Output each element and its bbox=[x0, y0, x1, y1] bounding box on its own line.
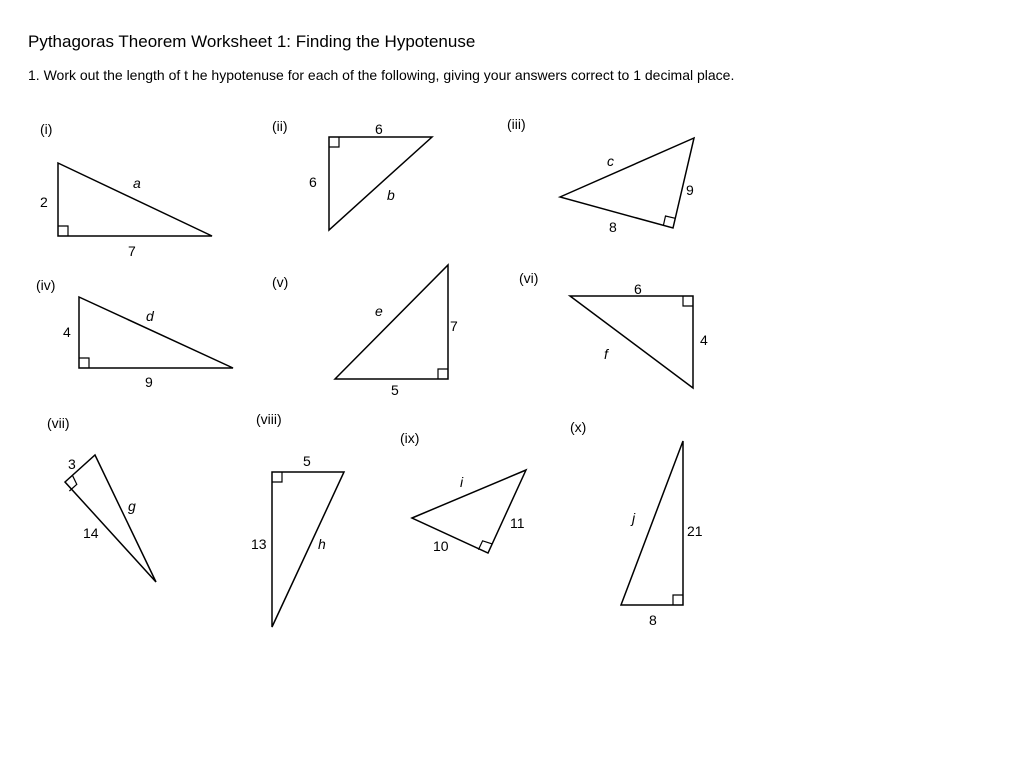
right-angle-marker bbox=[58, 226, 68, 236]
side-label: 4 bbox=[63, 324, 71, 340]
problem-i bbox=[40, 121, 212, 259]
hypotenuse-label: j bbox=[632, 510, 636, 526]
problem-x bbox=[570, 419, 703, 628]
problem-label: (vi) bbox=[519, 270, 539, 286]
hypotenuse-label: h bbox=[318, 536, 326, 552]
right-triangle bbox=[560, 138, 694, 228]
side-label: 8 bbox=[649, 612, 657, 628]
right-angle-marker bbox=[673, 595, 683, 605]
hypotenuse-label: e bbox=[375, 303, 383, 319]
right-triangle bbox=[272, 472, 344, 627]
hypotenuse-label: c bbox=[607, 153, 614, 169]
hypotenuse-label: g bbox=[128, 498, 136, 514]
problem-viii bbox=[251, 411, 344, 627]
right-angle-marker bbox=[329, 137, 339, 147]
problem-ii bbox=[272, 118, 432, 230]
right-angle-marker bbox=[272, 472, 282, 482]
hypotenuse-label: i bbox=[460, 474, 464, 490]
problem-label: (v) bbox=[272, 274, 289, 290]
problem-iii bbox=[507, 116, 694, 235]
side-label: 6 bbox=[309, 174, 317, 190]
side-label: 2 bbox=[40, 194, 48, 210]
right-triangle bbox=[65, 455, 156, 582]
side-label: 10 bbox=[433, 538, 449, 554]
side-label: 5 bbox=[391, 382, 399, 398]
side-label: 3 bbox=[68, 456, 76, 472]
side-label: 9 bbox=[145, 374, 153, 390]
side-label: 7 bbox=[450, 318, 458, 334]
side-label: 9 bbox=[686, 182, 694, 198]
problem-vii bbox=[47, 415, 156, 582]
problem-ix bbox=[400, 430, 526, 554]
side-label: 6 bbox=[634, 281, 642, 297]
right-triangle bbox=[412, 470, 526, 553]
right-triangle bbox=[335, 265, 448, 379]
worksheet-instruction: 1. Work out the length of t he hypotenuse for each of the following, giving your answers correct to 1 decimal place. bbox=[28, 67, 735, 83]
worksheet-title: Pythagoras Theorem Worksheet 1: Finding the Hypotenuse bbox=[28, 32, 476, 51]
side-label: 8 bbox=[609, 219, 617, 235]
side-label: 13 bbox=[251, 536, 267, 552]
side-label: 6 bbox=[375, 121, 383, 137]
right-triangle bbox=[621, 441, 683, 605]
right-triangle bbox=[329, 137, 432, 230]
right-angle-marker bbox=[683, 296, 693, 306]
right-angle-marker bbox=[438, 369, 448, 379]
problem-vi bbox=[519, 270, 708, 388]
side-label: 4 bbox=[700, 332, 708, 348]
problem-label: (iv) bbox=[36, 277, 56, 293]
right-triangle bbox=[58, 163, 212, 236]
side-label: 5 bbox=[303, 453, 311, 469]
problem-label: (vii) bbox=[47, 415, 70, 431]
side-label: 14 bbox=[83, 525, 99, 541]
right-angle-marker bbox=[79, 358, 89, 368]
problem-iv bbox=[36, 277, 233, 390]
problem-label: (viii) bbox=[256, 411, 282, 427]
problem-label: (iii) bbox=[507, 116, 526, 132]
hypotenuse-label: d bbox=[146, 308, 154, 324]
problem-label: (ii) bbox=[272, 118, 288, 134]
side-label: 21 bbox=[687, 523, 703, 539]
side-label: 11 bbox=[510, 515, 525, 531]
right-triangle bbox=[79, 297, 233, 368]
problem-label: (x) bbox=[570, 419, 587, 435]
hypotenuse-label: f bbox=[604, 346, 608, 362]
problem-label: (ix) bbox=[400, 430, 420, 446]
side-label: 7 bbox=[128, 243, 136, 259]
right-triangle bbox=[570, 296, 693, 388]
hypotenuse-label: a bbox=[133, 175, 141, 191]
problem-v bbox=[272, 265, 458, 398]
problem-label: (i) bbox=[40, 121, 53, 137]
hypotenuse-label: b bbox=[387, 187, 395, 203]
